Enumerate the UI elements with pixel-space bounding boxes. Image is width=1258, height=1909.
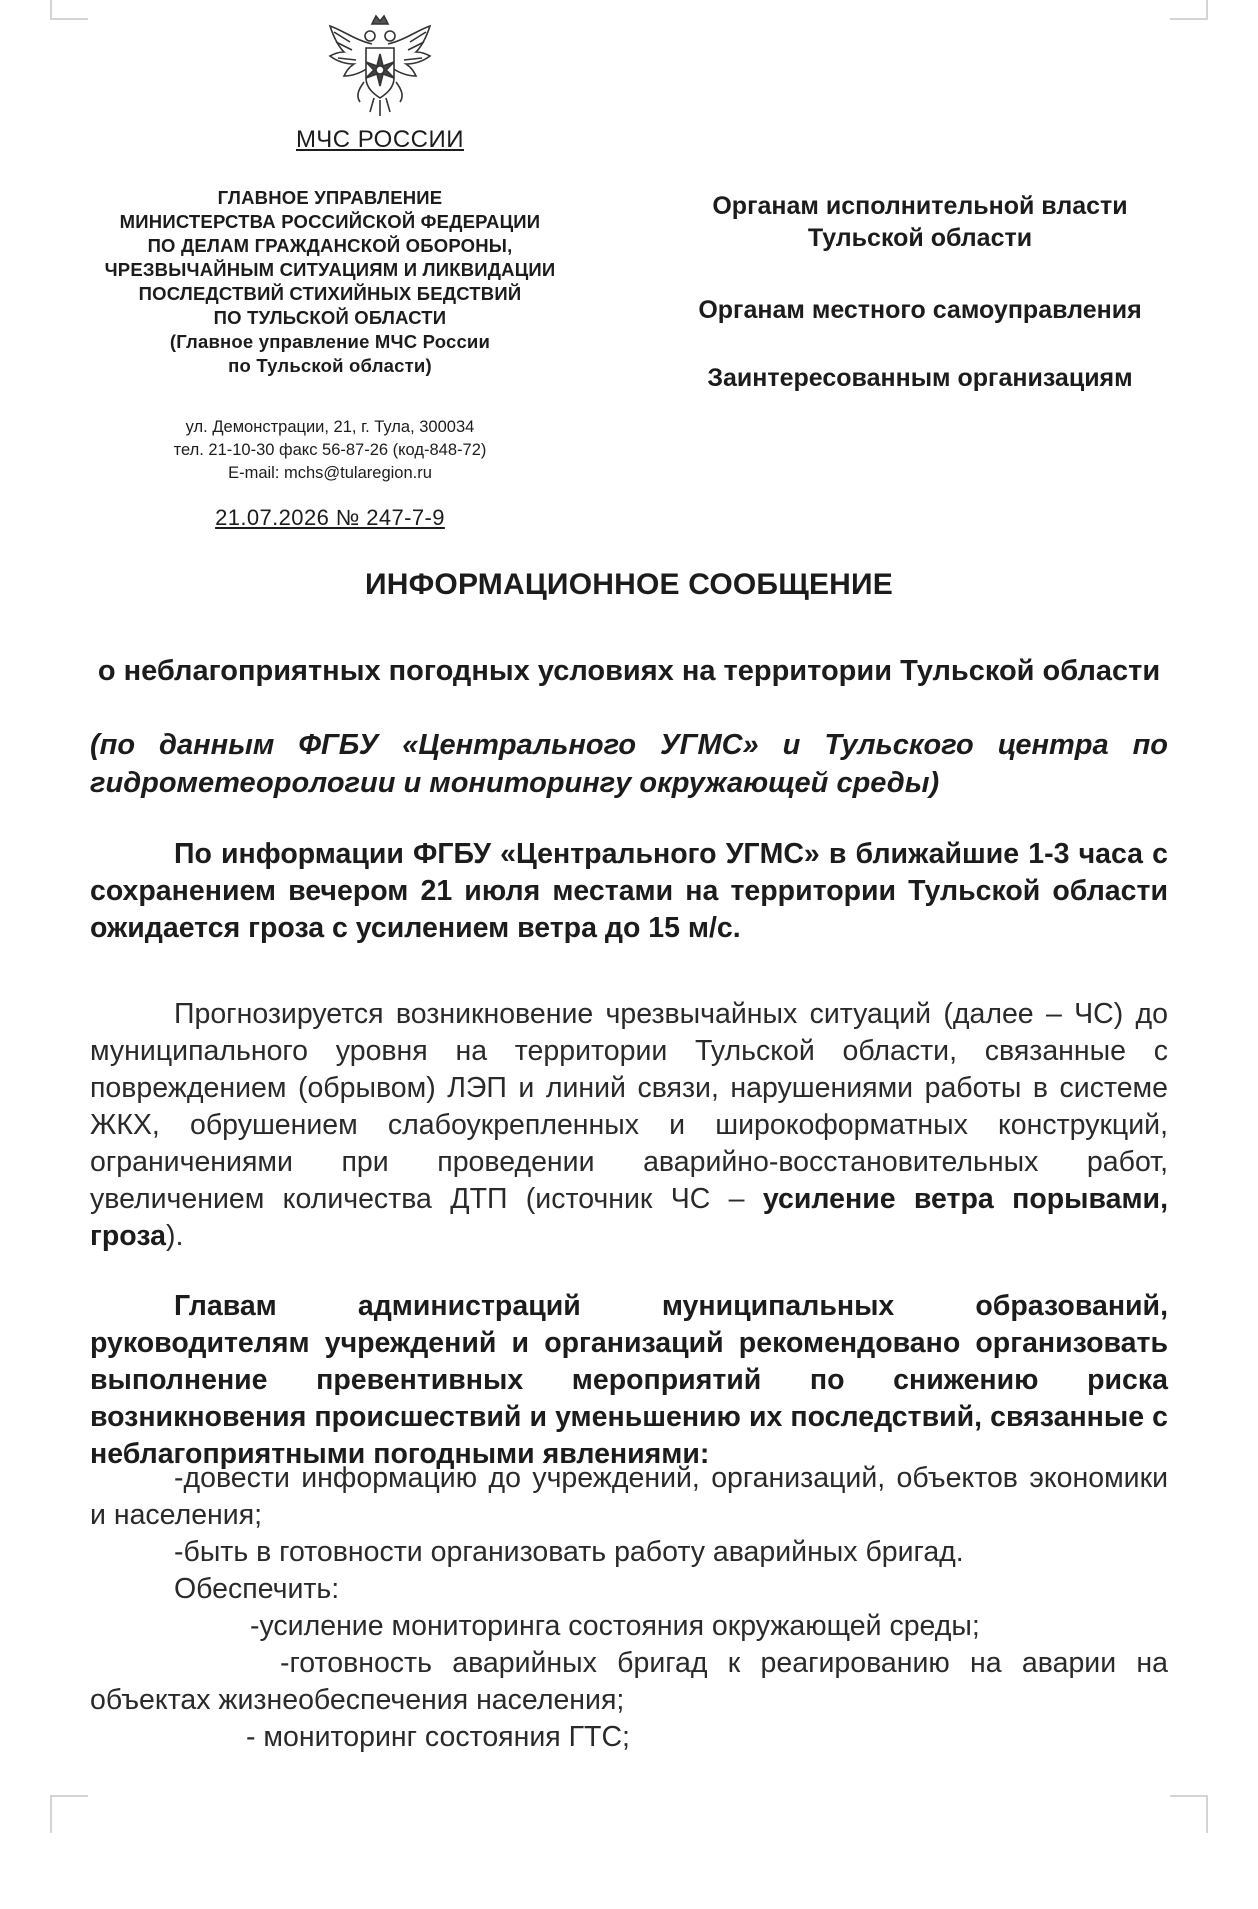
emchs-emblem-icon — [320, 12, 440, 122]
page-corner-bottom-left — [50, 1795, 88, 1833]
list-item: - мониторинг состояния ГТС; — [246, 1721, 630, 1753]
list-item: -быть в готовности организовать работу аварийных бригад. — [174, 1536, 964, 1568]
phone: тел. 21-10-30 факс 56-87-26 (код-848-72) — [173, 441, 487, 459]
email: E-mail: mchs@tularegion.ru — [228, 464, 432, 482]
list-item: -готовность аварийных бригад к реагированию на аварии на объектах жизнеобеспечения населения; — [90, 1647, 1168, 1716]
list-item: -усиление мониторинга состояния окружающей среды; — [250, 1610, 980, 1642]
org-line: ГЛАВНОЕ УПРАВЛЕНИЕ — [217, 187, 443, 208]
org-line: по Тульской области) — [228, 355, 432, 376]
recipient-local-government: Органам местного самоуправления — [698, 296, 1142, 324]
document-source: (по данным ФГБУ «Центрального УГМС» и Тульского центра по гидрометеорологии и мониторингу окружающей среды) — [90, 729, 1168, 799]
agency-name: МЧС РОССИИ — [295, 126, 465, 153]
list-item: -довести информацию до учреждений, организаций, объектов экономики и населения; — [90, 1462, 1168, 1531]
org-line: (Главное управление МЧС России — [169, 331, 491, 352]
recipient-line: Органам исполнительной власти — [712, 192, 1128, 220]
risk-text: Прогнозируется возникновение чрезвычайных ситуаций (далее – ЧС) до муниципального уровня на территории Тульской области, связанные с повреждением (обрывом) ЛЭП и линий связи, нарушениями работы в системе ЖКХ, обрушением слабоукрепленных и широкоформатных конструкций, ограничениями при проведении аварийно-восстановительных работ, увеличением количества ДТП (источник ЧС – — [90, 998, 1168, 1215]
registration-number: 21.07.2026 № 247-7-9 — [215, 505, 445, 530]
org-line: МИНИСТЕРСТВА РОССИЙСКОЙ ФЕДЕРАЦИИ — [119, 211, 541, 232]
forecast-paragraph: По информации ФГБУ «Центрального УГМС» в ближайшие 1-3 часа с сохранением вечером 21 июля местами на территории Тульской области ожидается гроза с усилением ветра до 15 м/с. — [90, 838, 1168, 944]
address: ул. Демонстрации, 21, г. Тула, 300034 — [185, 418, 475, 436]
risk-end: ). — [165, 1220, 184, 1252]
document-title: ИНФОРМАЦИОННОЕ СООБЩЕНИЕ — [364, 568, 894, 601]
recipient-executive — [630, 190, 1210, 254]
document-subtitle: о неблагоприятных погодных условиях на территории Тульской области — [97, 655, 1161, 687]
org-line: ЧРЕЗВЫЧАЙНЫМ СИТУАЦИЯМ И ЛИКВИДАЦИИ — [104, 259, 556, 280]
page-corner-bottom-right — [1170, 1795, 1208, 1833]
contact-info — [60, 416, 600, 485]
recipient-organizations: Заинтересованным организациям — [707, 364, 1133, 392]
organization-name — [60, 186, 600, 378]
org-line: ПОСЛЕДСТВИЙ СТИХИЙНЫХ БЕДСТВИЙ — [138, 283, 522, 304]
org-line: ПО ТУЛЬСКОЙ ОБЛАСТИ — [213, 307, 447, 328]
page-corner-top-right — [1170, 0, 1208, 20]
org-line: ПО ДЕЛАМ ГРАЖДАНСКОЙ ОБОРОНЫ, — [147, 235, 513, 256]
recipient-line: Тульской области — [807, 224, 1033, 252]
provide-label: Обеспечить: — [174, 1573, 340, 1605]
recommendation-paragraph: Главам администраций муниципальных образований, руководителям учреждений и организаций рекомендовано организовать выполнение превентивных мероприятий по снижению риска возникновения происшествий и уменьшению их последствий, связанные с неблагоприятными погодными явлениями: — [90, 1290, 1168, 1470]
risk-paragraph — [90, 996, 1168, 1255]
risk-source: усиление ветра порывами, гроза — [90, 1183, 1168, 1252]
page-corner-top-left — [50, 0, 88, 20]
